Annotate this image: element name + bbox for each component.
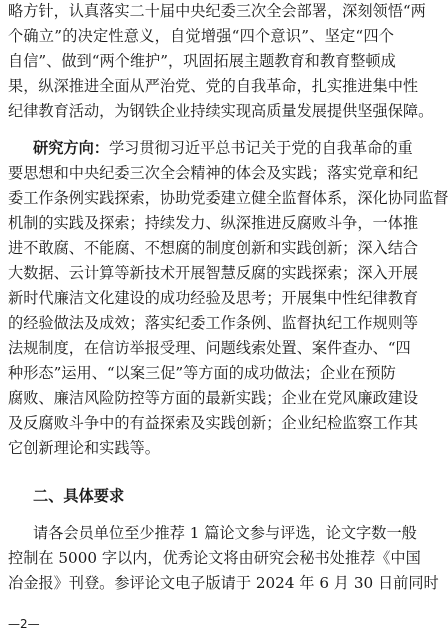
research-label: 研究方向： (33, 139, 109, 157)
research-line: 委工作条例实践探索，协助党委建立健全监督体系，深化协同监督 (8, 189, 448, 207)
research-line: 机制的实践及探索；持续发力、纵深推进反腐败斗争，一体推 (8, 214, 419, 232)
body-line: 果，纵深推进全面从严治党、党的自我革命，扎实推进集中性 (8, 77, 419, 95)
page-number: —2— (8, 617, 40, 631)
requirement-line: 请各会员单位至少推荐 1 篇论文参与评选，论文字数一般 (33, 524, 417, 542)
section-heading: 二、具体要求 (33, 487, 125, 505)
requirement-line: 控制在 5000 字以内，优秀论文将由研究会秘书处推荐《中国 (8, 549, 421, 567)
research-line: 种形态”运用、“以案三促”等方面的成功做法；企业在预防 (8, 364, 396, 382)
research-first-line-text: 学习贯彻习近平总书记关于党的自我革命的重 (108, 139, 413, 157)
research-line: 进不敢腐、不能腐、不想腐的制度创新和实践创新；深入结合 (8, 239, 419, 257)
research-line: 大数据、云计算等新技术开展智慧反腐的实践探索；深入开展 (8, 264, 419, 282)
requirement-line: 冶金报》刊登。参评论文电子版请于 2024 年 6 月 30 日前同时 (8, 574, 439, 592)
body-line: 略方针，认真落实二十届中央纪委三次全会部署，深刻领悟“两 (8, 2, 426, 20)
research-line: 法规制度，在信访举报受理、问题线索处置、案件查办、“四 (8, 339, 411, 357)
research-line: 新时代廉洁文化建设的成功经验及思考；开展集中性纪律教育 (8, 289, 419, 307)
research-line: 及反腐败斗争中的有益探索及实践创新；企业纪检监察工作其 (8, 414, 419, 432)
research-line: 腐败、廉洁风险防控等方面的最新实践；企业在党风廉政建设 (8, 389, 419, 407)
research-first-line (33, 137, 413, 159)
research-line: 要思想和中央纪委三次全会精神的体会及实践；落实党章和纪 (8, 164, 419, 182)
research-line: 它创新理论和实践等。 (8, 439, 160, 457)
body-line: 自信”、做到“两个维护”，巩固拓展主题教育和教育整顿成 (8, 52, 396, 70)
body-line: 个确立”的决定性意义，自觉增强“四个意识”、坚定“四个 (8, 27, 394, 45)
research-line: 的经验做法及成效；落实纪委工作条例、监督执纪工作规则等 (8, 314, 419, 332)
body-line: 纪律教育活动，为钢铁企业持续实现高质量发展提供坚强保障。 (8, 102, 434, 120)
